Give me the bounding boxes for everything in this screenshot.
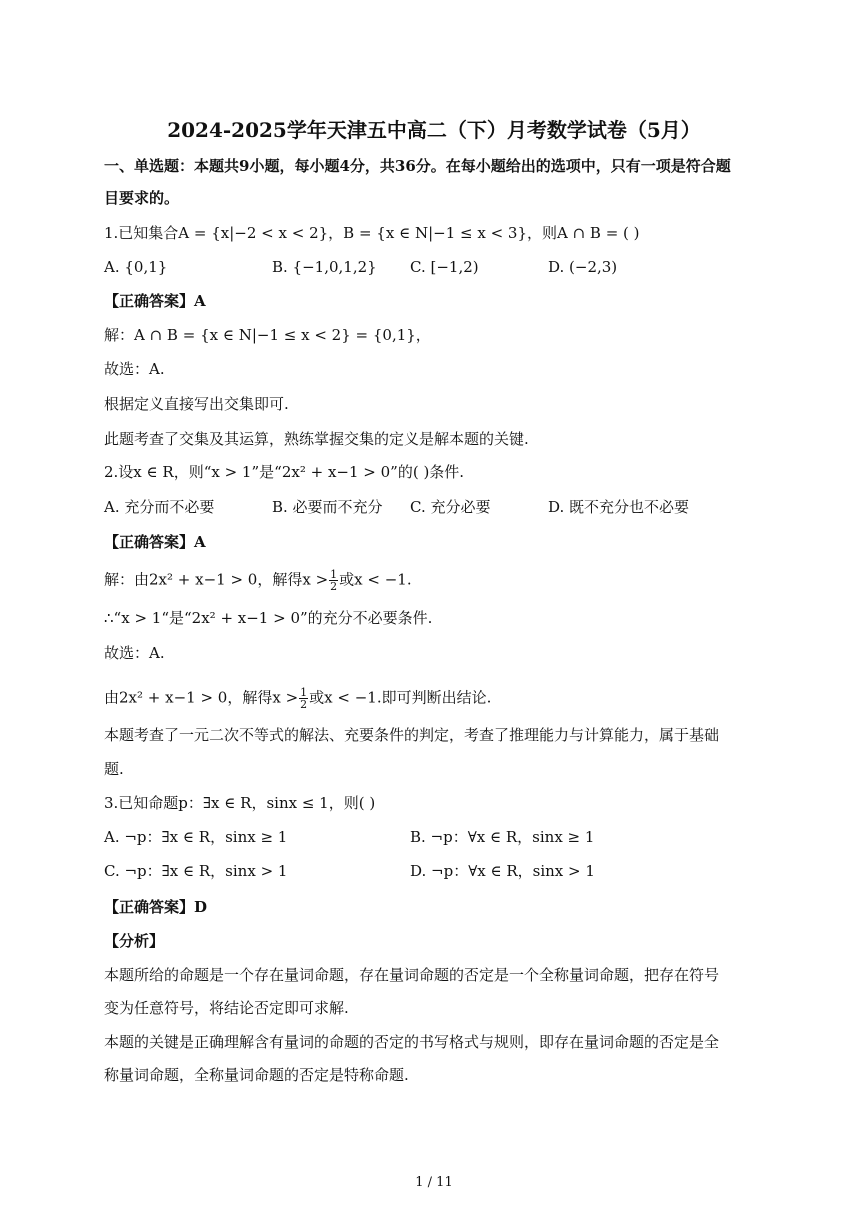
q1-stem: 1.已知集合A = {x|−2 < x < 2}，B = {x ∈ N|−1 ≤ x < 3}，则A ∩ B = ( ) — [104, 224, 640, 242]
q2-solution — [104, 569, 412, 592]
page-number: 1 / 11 — [415, 1175, 453, 1190]
q2-analysis-part1: 由2x² + x−1 > 0，解得x > — [104, 688, 299, 707]
q2-answer: 【正确答案】A — [104, 533, 206, 551]
q2-comment-2: 题. — [104, 760, 124, 778]
q2-choose: 故选：A. — [104, 644, 165, 662]
q1-choose: 故选：A. — [104, 360, 165, 378]
q2-option-a: A. 充分而不必要 — [104, 498, 215, 516]
q1-option-b: B. {−1,0,1,2} — [272, 258, 377, 276]
fraction-numerator: 1 — [300, 686, 308, 699]
q3-analysis-1: 本题所给的命题是一个存在量词命题，存在量词命题的否定是一个全称量词命题，把存在符号 — [104, 966, 720, 984]
q1-solution: 解：A ∩ B = {x ∈ N|−1 ≤ x < 2} = {0,1}， — [104, 326, 431, 344]
q2-analysis-part2: 或x < −1.即可判断出结论. — [309, 688, 492, 707]
fraction-denominator: 2 — [330, 580, 338, 593]
q3-option-d: D. ¬p：∀x ∈ R，sinx > 1 — [410, 862, 595, 880]
fraction-denominator: 2 — [300, 698, 308, 711]
q2-option-c: C. 充分必要 — [410, 498, 491, 516]
fraction-one-half-2 — [299, 687, 308, 710]
section-header-line2: 目要求的。 — [104, 189, 180, 207]
q3-answer: 【正确答案】D — [104, 898, 208, 916]
q1-option-c: C. [−1,2) — [410, 258, 479, 276]
q2-comment-1: 本题考查了一元二次不等式的解法、充要条件的判定，考查了推理能力与计算能力，属于基础 — [104, 726, 720, 744]
q1-analysis-2: 此题考查了交集及其运算，熟练掌握交集的定义是解本题的关键. — [104, 430, 529, 448]
q3-option-a: A. ¬p：∃x ∈ R，sinx ≥ 1 — [104, 828, 288, 846]
q2-solution-part1: 解：由2x² + x−1 > 0，解得x > — [104, 570, 329, 589]
q2-option-d: D. 既不充分也不必要 — [548, 498, 690, 516]
q1-answer: 【正确答案】A — [104, 292, 206, 310]
q3-analysis-heading: 【分析】 — [104, 932, 165, 950]
q1-option-d: D. (−2,3) — [548, 258, 618, 276]
q2-analysis — [104, 687, 491, 710]
q3-option-c: C. ¬p：∃x ∈ R，sinx > 1 — [104, 862, 288, 880]
q3-analysis-3: 本题的关键是正确理解含有量词的命题的否定的书写格式与规则，即存在量词命题的否定是全 — [104, 1033, 720, 1051]
q1-option-a: A. {0,1} — [104, 258, 168, 276]
q3-analysis-4: 称量词命题，全称量词命题的否定是特称命题. — [104, 1066, 409, 1084]
q1-analysis-1: 根据定义直接写出交集即可. — [104, 395, 289, 413]
section-header-line1: 一、单选题：本题共9小题，每小题4分，共36分。在每小题给出的选项中，只有一项是符合题 — [104, 157, 731, 175]
q2-therefore: ∴“x > 1“是“2x² + x−1 > 0”的充分不必要条件. — [104, 609, 433, 627]
fraction-one-half — [329, 569, 338, 592]
q2-solution-part2: 或x < −1. — [339, 570, 412, 589]
q2-stem: 2.设x ∈ R，则“x > 1”是“2x² + x−1 > 0”的( )条件. — [104, 463, 465, 481]
page-title: 2024-2025学年天津五中高二（下）月考数学试卷（5月） — [167, 118, 701, 142]
q3-analysis-2: 变为任意符号，将结论否定即可求解. — [104, 999, 349, 1017]
fraction-numerator: 1 — [330, 568, 338, 581]
q3-option-b: B. ¬p：∀x ∈ R，sinx ≥ 1 — [410, 828, 595, 846]
q2-option-b: B. 必要而不充分 — [272, 498, 383, 516]
q3-stem: 3.已知命题p：∃x ∈ R，sinx ≤ 1，则( ) — [104, 794, 376, 812]
